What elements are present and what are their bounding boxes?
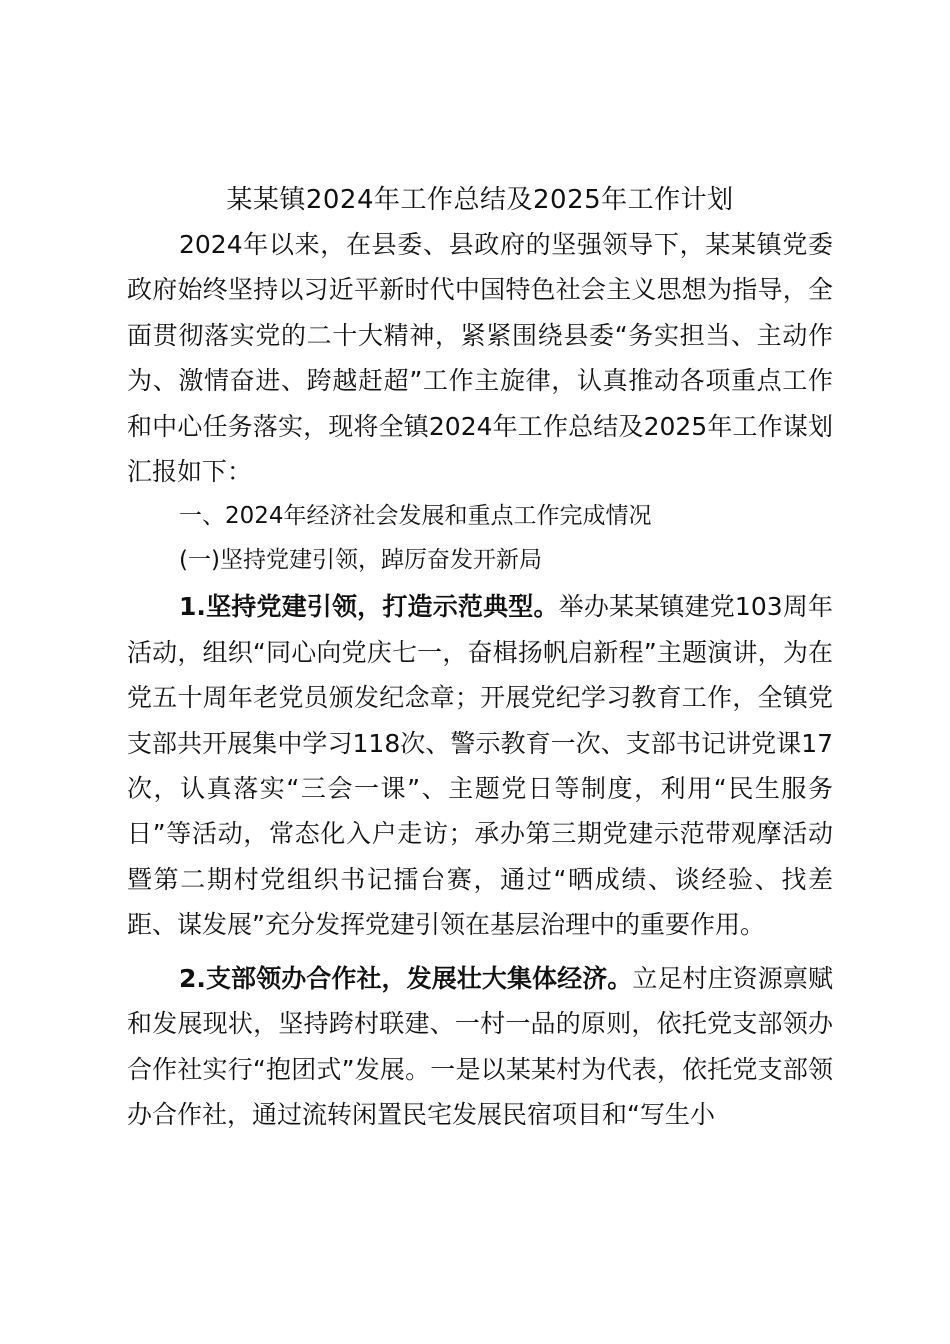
item-2-paragraph <box>127 956 833 1138</box>
document-title: 某某镇2024年工作总结及2025年工作计划 <box>226 185 734 215</box>
item-1-paragraph <box>127 584 833 947</box>
item-2-body: 立足村庄资源禀赋和发展现状，坚持跨村联建、一村一品的原则，依托党支部领办合作社实行“抱团式”发展。一是以某某村为代表，依托党支部领办合作社，通过流转闲置民宅发展民宿项目和“写生小 <box>127 963 833 1129</box>
section-heading: 一、2024年经济社会发展和重点工作完成情况 <box>179 503 652 530</box>
item-1-lead: 1.坚持党建引领，打造示范典型。 <box>179 592 559 622</box>
item-2-lead: 2.支部领办合作社，发展壮大集体经济。 <box>179 963 633 993</box>
item-1-body: 举办某某镇建党103周年活动，组织“同心向党庆七一，奋楫扬帆启新程”主题演讲，为在党五十周年老党员颁发纪念章；开展党纪学习教育工作，全镇党支部共开展集中学习118次、警示教育一次、支部书记讲党课17次，认真落实“三会一课”、主题党日等制度，利用“民生服务日”等活动，常态化入户走访；承办第三期党建示范带观摩活动暨第二期村党组织书记擂台赛，通过“晒成绩、谈经验、找差距、谋发展”充分发挥党建引领在基层治理中的重要作用。 <box>127 592 833 940</box>
subsection-heading: (一)坚持党建引领，踔厉奋发开新局 <box>179 547 542 574</box>
intro-paragraph: 2024年以来，在县委、县政府的坚强领导下，某某镇党委政府始终坚持以习近平新时代中国特色社会主义思想为指导，全面贯彻落实党的二十大精神，紧紧围绕县委“务实担当、主动作为、激情奋进、跨越赶超”工作主旋律，认真推动各项重点工作和中心任务落实，现将全镇2024年工作总结及2025年工作谋划汇报如下： <box>127 230 833 487</box>
document-body <box>127 178 833 1137</box>
